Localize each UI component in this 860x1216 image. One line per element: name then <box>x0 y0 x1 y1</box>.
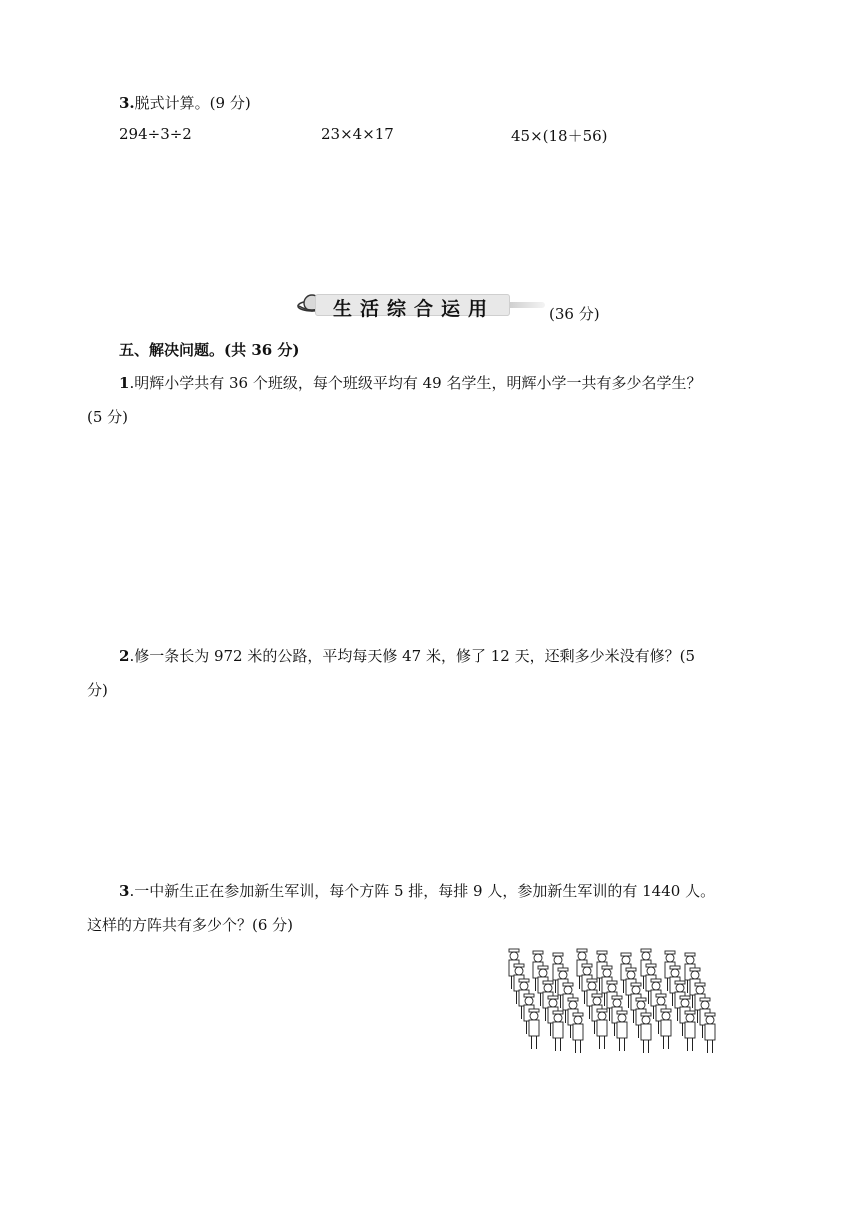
question-1-text: .明辉小学共有 36 个班级，每个班级平均有 49 名学生，明辉小学一共有多少名学生？ <box>129 374 702 392</box>
question-3-line-2: 这样的方阵共有多少个？(6 分) <box>87 916 294 934</box>
banner-score: (36 分) <box>549 305 600 323</box>
student-figure <box>553 1011 563 1051</box>
question-2-number: 2 <box>119 647 130 665</box>
question-2-line-1 <box>119 645 695 666</box>
question-2-text: .修一条长为 972 米的公路，平均每天修 47 米，修了 12 天，还剩多少米没有修？(5 <box>129 647 696 665</box>
banner-tail <box>509 302 545 308</box>
question-2-line-2: 分) <box>87 681 108 699</box>
part-5-heading: 五、解决问题。(共 36 分) <box>119 341 300 359</box>
student-figure <box>705 1013 715 1053</box>
marching-students-icon <box>500 945 750 1070</box>
section-3-heading <box>119 92 251 113</box>
banner-title: 生活综合运用 <box>333 298 496 320</box>
question-1-line-2: (5 分) <box>87 408 129 426</box>
student-figure <box>617 1011 627 1051</box>
section-3-number: 3. <box>119 94 135 112</box>
question-3-number: 3 <box>119 882 130 900</box>
student-figure <box>661 1009 671 1049</box>
expression-3: 45×(18＋56) <box>511 127 608 145</box>
section-banner <box>297 288 557 322</box>
question-1-number: 1 <box>119 374 130 392</box>
expression-1: 294÷3÷2 <box>119 125 192 143</box>
section-3-title: 脱式计算。(9 分) <box>134 94 251 112</box>
student-figure <box>641 1013 651 1053</box>
student-figure <box>685 1011 695 1051</box>
student-figure <box>573 1013 583 1053</box>
student-figure <box>597 1009 607 1049</box>
student-figure <box>529 1009 539 1049</box>
expression-2: 23×4×17 <box>321 125 394 143</box>
question-3-line-1 <box>119 880 715 901</box>
question-3-text: .一中新生正在参加新生军训，每个方阵 5 排，每排 9 人，参加新生军训的有 1440 人。 <box>129 882 716 900</box>
question-1-line-1 <box>119 372 701 393</box>
